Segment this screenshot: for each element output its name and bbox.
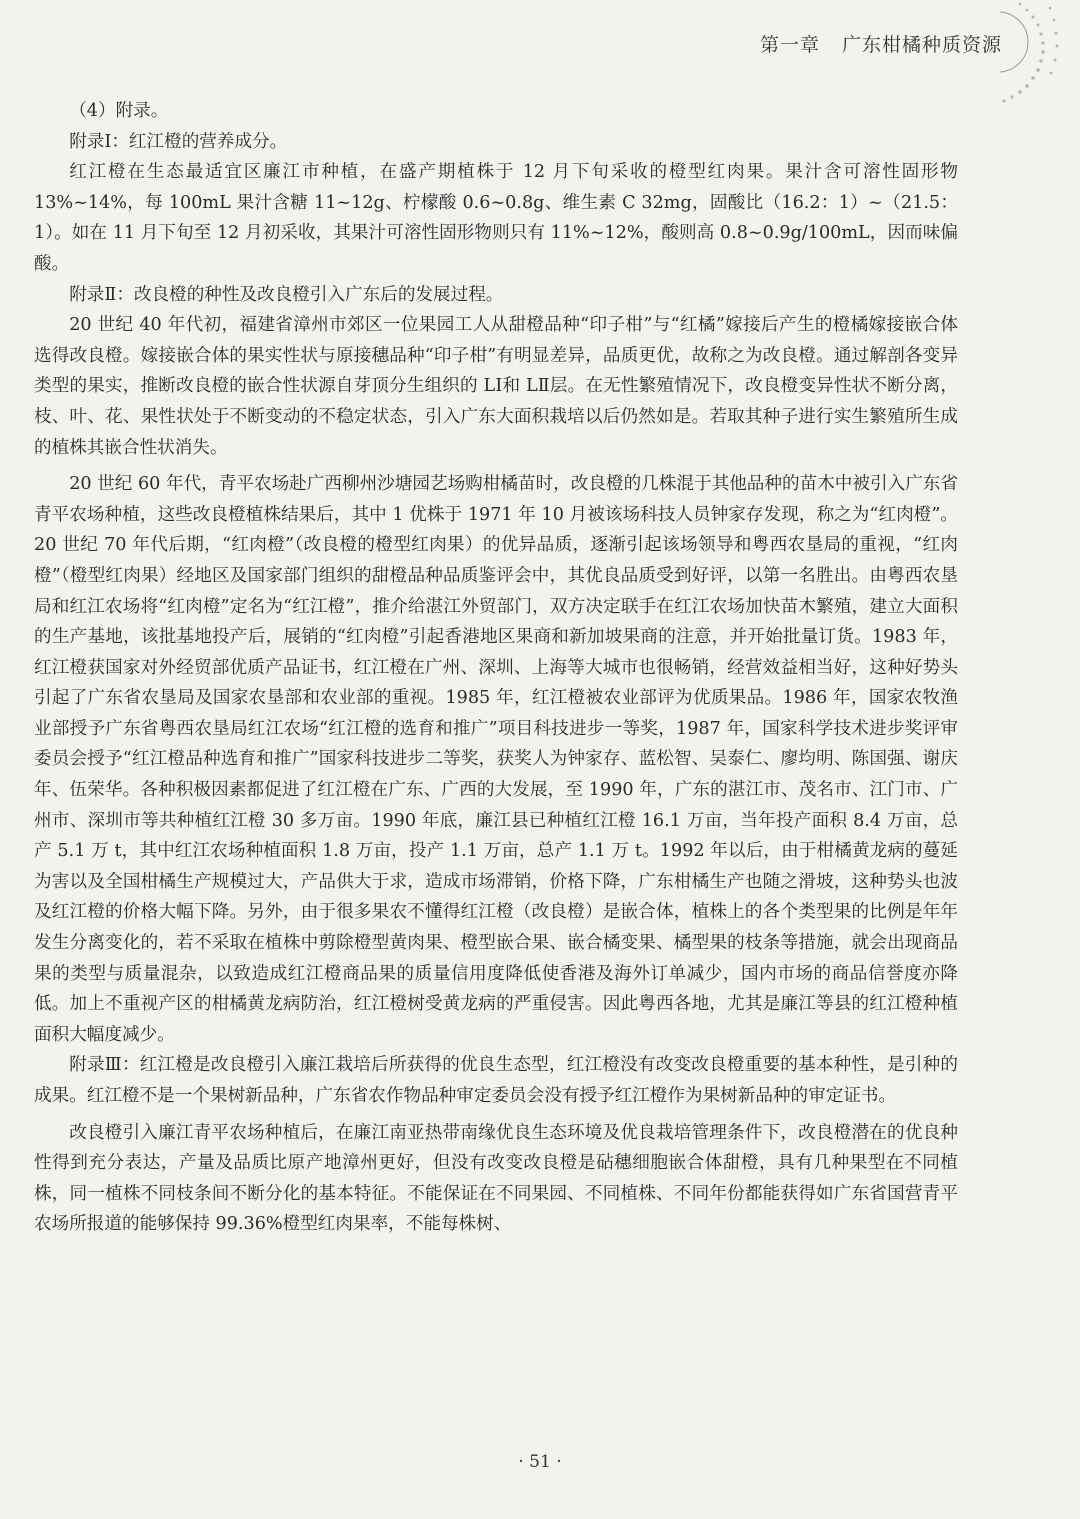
paragraph-conclusion: 改良橙引入廉江青平农场种植后，在廉江南亚热带南缘优良生态环境及优良栽培管理条件下，改良橙潜在的优良种性得到充分表达，产量及品质比原产地漳州更好，但没有改变改良橙是砧穗细胞嵌合体甜橙，具有几种果型在不同植株，同一植株不同枝条间不断分化的基本特征。不能保证在不同果园、不同植株、不同年份都能获得如广东省国营青平农场所报道的能够保持 99.36%橙型红肉果率，不能每株树、 bbox=[34, 1122, 958, 1235]
paragraph-origin: 20 世纪 40 年代初，福建省漳州市郊区一位果园工人从甜橙品种“印子柑”与“红橘”嫁接后产生的橙橘嫁接嵌合体选得改良橙。嫁接嵌合体的果实性状与原接穗品种“印子柑”有明显差异，品质更优，故称之为改良橙。通过解剖各变异类型的果实，推断改良橙的嵌合性状源自芽顶分生组织的 LⅠ和 LⅡ层。在无性繁殖情况下，改良橙变异性状不断分离，枝、叶、花、果性状处于不断变动的不稳定状态，引入广东大面积栽培以后仍然如是。若取其种子进行实生繁殖所生成的植株其嵌合性状消失。 bbox=[34, 315, 958, 458]
page-number: · 51 · bbox=[518, 1452, 562, 1472]
chapter-title: 广东柑橘种质资源 bbox=[841, 34, 1002, 56]
paragraph-appendix-heading: （4）附录。 bbox=[69, 101, 169, 121]
chapter-number: 第一章 bbox=[759, 34, 820, 56]
paragraph-appendix-2-title: 附录Ⅱ：改良橙的种性及改良橙引入广东后的发展过程。 bbox=[69, 284, 504, 305]
paragraph-appendix-1-title: 附录Ⅰ：红江橙的营养成分。 bbox=[69, 131, 288, 152]
paragraph-history: 20 世纪 60 年代，青平农场赴广西柳州沙塘园艺场购柑橘苗时，改良橙的几株混于其他品种的苗木中被引入广东省青平农场种植，这些改良橙植株结果后，其中 1 优株于 1971 年 10 月被该场科技人员钟家存发现，称之为“红肉橙”。20 世纪 70 年代后期，“红肉橙”（改良橙的橙型红肉果）的优异品质，逐渐引起该场领导和粤西农垦局的重视，“红肉橙”（橙型红肉果）经地区及国家部门组织的甜橙品种品质鉴评会中，其优良品质受到好评，以第一名胜出。由粤西农垦局和红江农场将“红肉橙”定名为“红江橙”，推介给湛江外贸部门，双方决定联手在红江农场加快苗木繁殖，建立大面积的生产基地，该批基地投产后，展销的“红肉橙”引起香港地区果商和新加坡果商的注意，并开始批量订货。1983 年，红江橙获国家对外经贸部优质产品证书，红江橙在广州、深圳、上海等大城市也很畅销，经营效益相当好，这种好势头引起了广东省农垦局及国家农垦部和农业部的重视。1985 年，红江橙被农业部评为优质果品。1986 年，国家农牧渔业部授予广东省粤西农垦局红江农场“红江橙的选育和推广”项目科技进步一等奖，1987 年，国家科学技术进步奖评审委员会授予“红江橙品种选育和推广”国家科技进步二等奖，获奖人为钟家存、蓝松智、吴泰仁、廖均明、陈国强、谢庆年、伍荣华。各种积极因素都促进了红江橙在广东、广西的大发展，至 1990 年，广东的湛江市、茂名市、江门市、广州市、深圳市等共种植红江橙 30 多万亩。1990 年底，廉江县已种植红江橙 16.1 万亩，当年投产面积 8.4 万亩，总产 5.1 万 t，其中红江农场种植面积 1.8 万亩，投产 1.1 万亩，总产 1.1 万 t。1992 年以后，由于柑橘黄龙病的蔓延为害以及全国柑橘生产规模过大，产品供大于求，造成市场滞销，价格下降，广东柑橘生产也随之滑坡，这种势头也波及红江橙的价格大幅下降。另外，由于很多果农不懂得红江橙（改良橙）是嵌合体，植株上的各个类型果的比例是年年发生分离变化的，若不采取在植株中剪除橙型黄肉果、橙型嵌合果、嵌合橘变果、橘型果的枝条等措施，就会出现商品果的类型与质量混杂，以致造成红江橙商品果的质量信用度降低使香港及海外订单减少，国内市场的商品信誉度亦降低。加上不重视产区的柑橘黄龙病防治，红江橙树受黄龙病的严重侵害。因此粤西各地，尤其是廉江等县的红江橙种植面积大幅度减少。 bbox=[34, 474, 958, 1045]
corner-dot-arc-decoration bbox=[1000, 0, 1080, 120]
page-body bbox=[34, 96, 958, 1240]
paragraph-nutrition: 红江橙在生态最适宜区廉江市种植，在盛产期植株于 12 月下旬采收的橙型红肉果。果汁含可溶性固形物 13%~14%，每 100mL 果汁含糖 11~12g、柠檬酸 0.6~0.8g、维生素 C 32mg，固酸比（16.2：1）~（21.5：1）。如在 11 月下旬至 12 月初采收，其果汁可溶性固形物则只有 11%~12%，酸则高 0.8~0.9g/100mL，因而味偏酸。 bbox=[34, 162, 958, 274]
paragraph-appendix-3: 附录Ⅲ：红江橙是改良橙引入廉江栽培后所获得的优良生态型，红江橙没有改变改良橙重要的基本种性，是引种的成果。红江橙不是一个果树新品种，广东省农作物品种审定委员会没有授予红江橙作为果树新品种的审定证书。 bbox=[34, 1055, 958, 1106]
running-header bbox=[760, 30, 1002, 57]
